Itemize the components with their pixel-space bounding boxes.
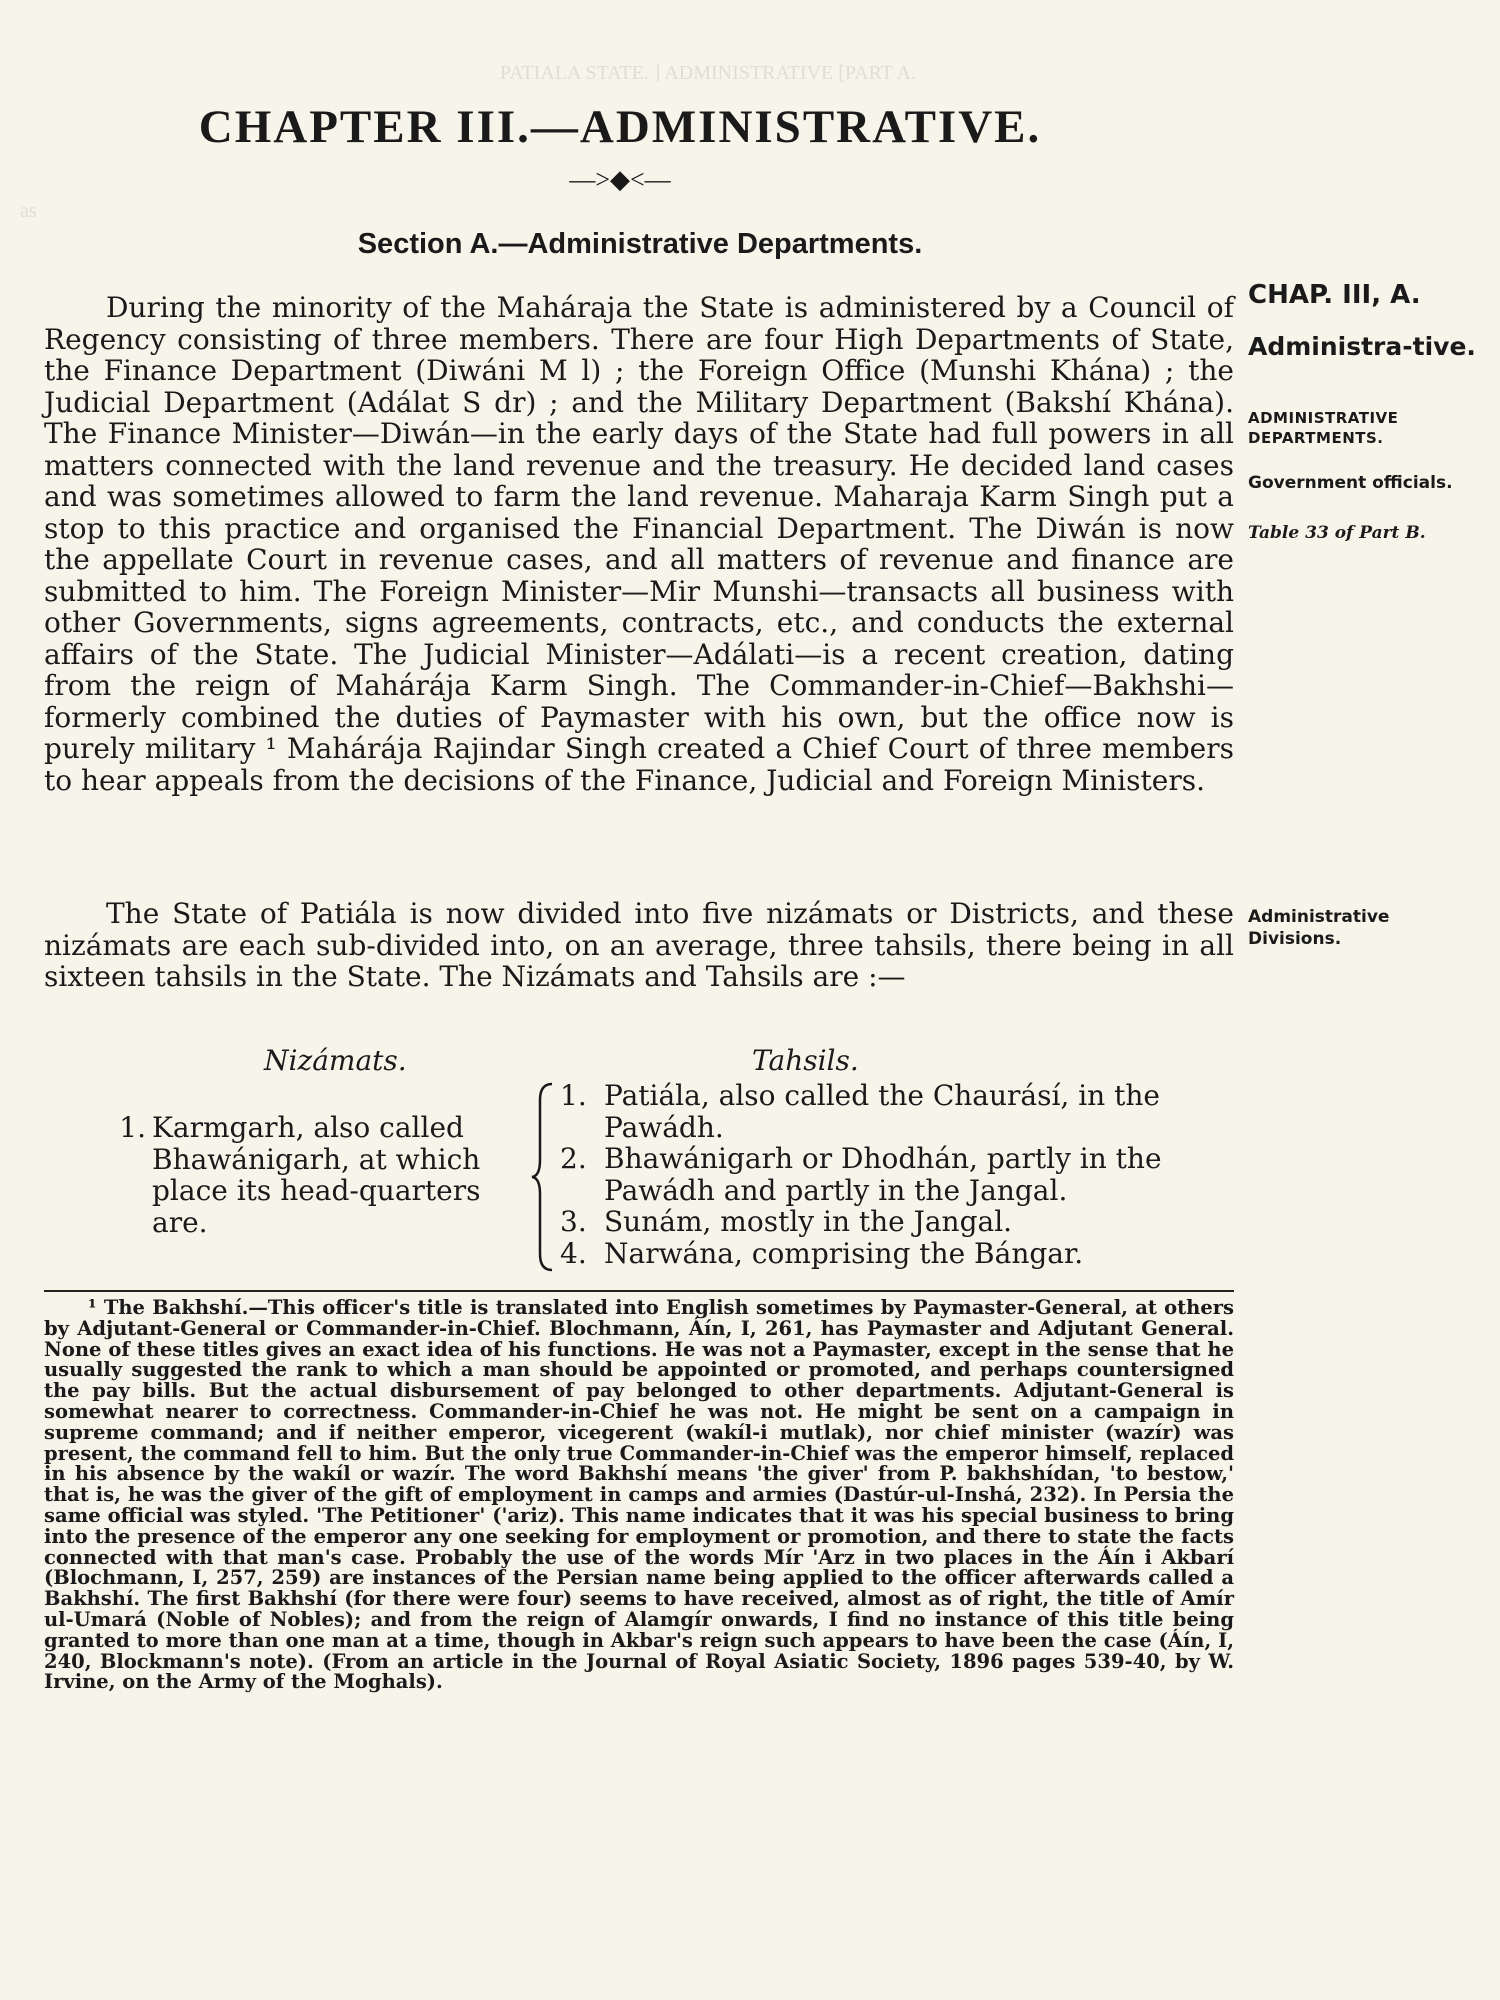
nizamat-entry (78, 1112, 528, 1238)
tahsil-item: 3. Sunám, mostly in the Jangal. (560, 1205, 1013, 1238)
margin-chapter-label: CHAP. III, A. (1248, 280, 1421, 310)
nizamat-name: Karmgarh, also called (152, 1111, 464, 1144)
footnote-rule (44, 1290, 1234, 1292)
page: PATIALA STATE. ] ADMINISTRATIVE [PART A. as CHAPTER III.—ADMINISTRATIVE. —>◆<— Section A.—Administrative Departments. During the minority of the Maháraja the State is administered by a Council of Regency consisting of three members. There are four High Departments of State, the Finance Department (Diwáni M l) ; the Foreign Office (Munshi Khána) ; the Judicial Department (Adálat S dr) ; and the Military Department (Bakshí Khána). The Finance Minister—Diwán—in the early days of the State had full powers in all matters connected with the land revenue and the treasury. He decided land cases and was sometimes allowed to farm the land revenue. Maharaja Karm Singh put a stop to this practice and organised the Financial Department. The Diwán is now the appellate Court in revenue cases, and all matters of revenue and finance are submitted to him. The Foreign Minister—Mir Munshi—transacts all business with other Governments, signs agreements, contracts, etc., and conducts the external affairs of the State. The Judicial Minister—Adálati—is a recent creation, dating from the reign of Mahárája Karm Singh. The Commander-in-Chief—Bakhshi—formerly combined the duties of Paymaster with his own, but the office now is purely military ¹ Mahárája Rajindar Singh created a Chief Court of three members to hear appeals from the decisions of the Finance, Judicial and Foreign Ministers. The State of Patiála is now divided into five nizámats or Districts, and these nizámats are each sub-divided into, on an average, three tahsils, there being in all sixteen tahsils in the State. The Nizámats and Tahsils are :— Nizámats. Tahsils. 1. Karmgarh, also called Bhawánigarh, at which place its head-quarters are. 1. Patiála, also called the Chaurásí, in the Pawádh. 2. Bhawánigarh or Dhodhán, partly in the Pawádh and partly in the Jangal. 3. Sunám, mostly in the Jangal. 4. Narwána, comprising the Bángar. ¹ The Bakhshí.—This officer's title is translated into English sometimes by Paymaster-General, at others by Adjutant-General or Commander-in-Chief. Blochmann, Áín, I, 261, has Paymaster and Adjutant General. None of these titles gives an exact idea of his functions. He was not a Paymaster, except in the sense that he usually suggested the rank to which a man should be appointed or promoted, and perhaps countersigned the pay bills. But the actual disbursement of pay belonged to other departments. Adjutant-General is somewhat nearer to correctness. Commander-in-Chief he was not. He might be sent on a campaign in supreme command; and if neither emperor, vicegerent (wakíl-i mutlak), nor chief minister (wazír) was present, the command fell to him. But the only true Commander-in-Chief was the emperor himself, replaced in his absence by the wakíl or wazír. The word Bakhshí means 'the giver' from P. bakhshídan, 'to bestow,' that is, he was the giver of the gift of employment in camps and armies (Dastúr-ul-Inshá, 232). In Persia the same official was styled. 'The Petitioner' ('ariz). This name indicates that it was his special business to bring into the presence of the emperor any one seeking for employment or promotion, and there to state the facts connected with that man's case. Probably the use of the words Mír 'Arz in two places in the Áín i Akbarí (Blochmann, I, 257, 259) are instances of the Persian name being applied to the officer afterwards called a Bakhshí. The first Bakhshí (for there were four) seems to have received, almost as of right, the title of Amír ul-Umará (Noble of Nobles); and from the reign of Alamgír onwards, I find no instance of this title being granted to more than one man at a time, though in Akbar's reign such appears to have been the case (Áín, I, 240, Blockmann's note). (From an article in the Journal of Royal Asiatic Society, 1896 pages 539-40, by W. Irvine, on the Army of the Moghals). CHAP. III, A. Administra-tive. ADMINISTRATIVE DEPARTMENTS. Government officials. Table 33 of Part B. Administrative Divisions. (0, 0, 1500, 2000)
section-title: Section A.—Administrative Departments. (357, 228, 923, 260)
chapter-title: CHAPTER III.—ADMINISTRATIVE. (198, 101, 1042, 153)
margin-government-officials: Government officials. (1248, 473, 1453, 493)
margin-table-ref: Table 33 of Part B. (1248, 523, 1426, 543)
tahsil-item: 2. Bhawánigarh or Dhodhán, partly in the Pawádh and partly in the Jangal. (560, 1142, 1162, 1207)
curly-brace (530, 1080, 556, 1274)
tahsils-list (560, 1080, 1250, 1269)
tahsil-item: 1. Patiála, also called the Chaurásí, in the Pawádh. (560, 1079, 1160, 1144)
nizamat-description: Bhawánigarh, at which place its head-quarters are. (152, 1142, 481, 1239)
paragraph-1: During the minority of the Maháraja the State is administered by a Council of Regency consisting of three members. There are four High Departments of State, the Finance Department (Diwáni M l) ; the Foreign Office (Munshi Khána) ; the Judicial Department (Adálat S dr) ; and the Military Department (Bakshí Khána). The Finance Minister—Diwán—in the early days of the State had full powers in all matters connected with the land revenue and the treasury. He decided land cases and was sometimes allowed to farm the land revenue. Maharaja Karm Singh put a stop to this practice and organised the Financial Department. The Diwán is now the appellate Court in revenue cases, and all matters of revenue and finance are submitted to him. The Foreign Minister—Mir Munshi—transacts all business with other Governments, signs agreements, contracts, etc., and conducts the external affairs of the State. The Judicial Minister—Adálati—is a recent creation, dating from the reign of Mahárája Karm Singh. The Commander-in-Chief—Bakhshi—formerly combined the duties of Paymaster with his own, but the office now is purely military ¹ Mahárája Rajindar Singh created a Chief Court of three members to hear appeals from the decisions of the Finance, Judicial and Foreign Ministers. (44, 291, 1234, 797)
margin-administrative: Administra-tive. (1248, 332, 1476, 361)
nizamat-number: 1. (119, 1111, 146, 1144)
margin-departments: ADMINISTRATIVE DEPARTMENTS. (1248, 409, 1399, 447)
margin-divisions: Administrative Divisions. (1248, 907, 1390, 949)
tahsils-heading: Tahsils. (752, 1044, 859, 1077)
nizamats-heading: Nizámats. (264, 1044, 407, 1077)
ornament-divider: —>◆<— (569, 165, 671, 194)
footnote: ¹ The Bakhshí.—This officer's title is translated into English sometimes by Paymaster-General, at others by Adjutant-General or Commander-in-Chief. Blochmann, Áín, I, 261, has Paymaster and Adjutant General. None of these titles gives an exact idea of his functions. He was not a Paymaster, except in the sense that he usually suggested the rank to which a man should be appointed or promoted, and perhaps countersigned the pay bills. But the actual disbursement of pay belonged to other departments. Adjutant-General is somewhat nearer to correctness. Commander-in-Chief he was not. He might be sent on a campaign in supreme command; and if neither emperor, vicegerent (wakíl-i mutlak), nor chief minister (wazír) was present, the command fell to him. But the only true Commander-in-Chief was the emperor himself, replaced in his absence by the wakíl or wazír. The word Bakhshí means 'the giver' from P. bakhshídan, 'to bestow,' that is, he was the giver of the gift of employment in camps and armies (Dastúr-ul-Inshá, 232). In Persia the same official was styled. 'The Petitioner' ('ariz). This name indicates that it was his special business to bring into the presence of the emperor any one seeking for employment or promotion, and there to state the facts connected with that man's case. Probably the use of the words Mír 'Arz in two places in the Áín i Akbarí (Blochmann, I, 257, 259) are instances of the Persian name being applied to the officer afterwards called a Bakhshí. The first Bakhshí (for there were four) seems to have received, almost as of right, the title of Amír ul-Umará (Noble of Nobles); and from the reign of Alamgír onwards, I find no instance of this title being granted to more than one man at a time, though in Akbar's reign such appears to have been the case (Áín, I, 240, Blockmann's note). (From an article in the Journal of Royal Asiatic Society, 1896 pages 539-40, by W. Irvine, on the Army of the Moghals). (44, 1296, 1234, 1694)
paragraph-2: The State of Patiála is now divided into five nizámats or Districts, and these nizámats are each sub-divided into, on an average, three tahsils, there being in all sixteen tahsils in the State. The Nizámats and Tahsils are :— (44, 897, 1234, 993)
tahsil-item: 4. Narwána, comprising the Bángar. (560, 1236, 1084, 1270)
